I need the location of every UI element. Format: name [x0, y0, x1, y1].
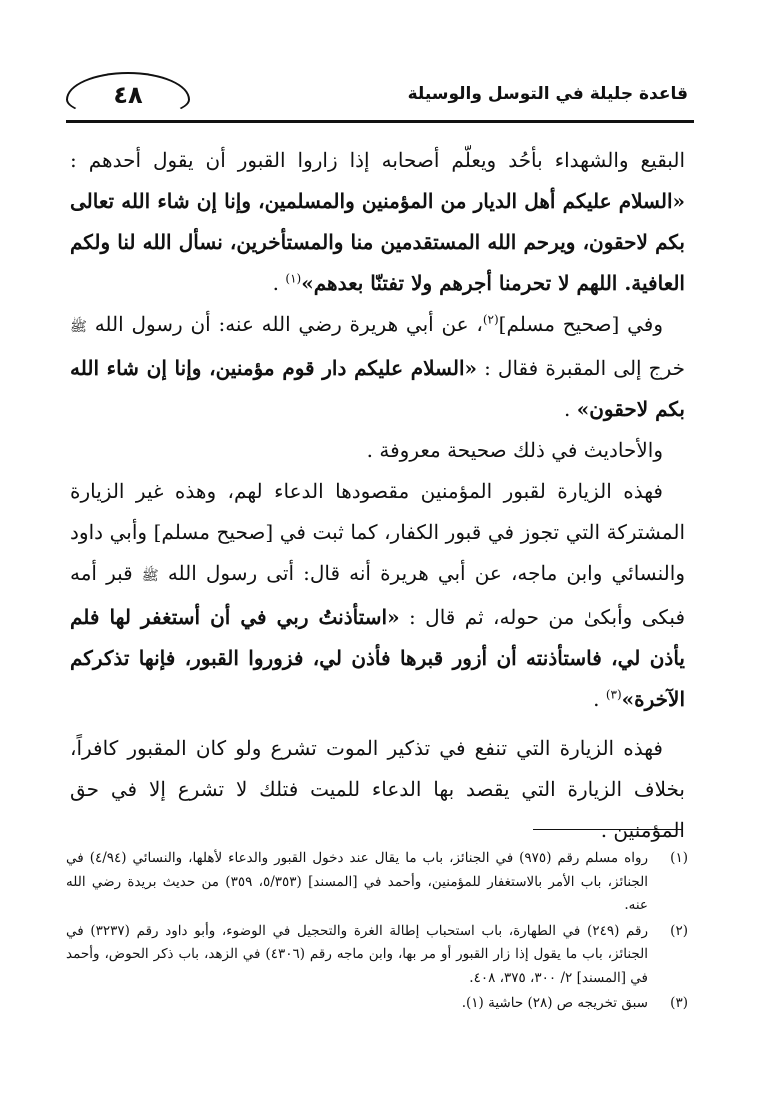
hadith-quote-3: «استأذنتُ ربي في أن أستغفر لها فلم يأذن لي، فاستأذنته أن أزور قبرها فأذن لي، فزوروا القبور، فإنها تذكركم الآخرة»	[70, 605, 685, 711]
footnote-text: سبق تخريجه ص (٢٨) حاشية (١).	[461, 995, 648, 1011]
paragraph-3: والأحاديث في ذلك صحيحة معروفة .	[366, 438, 663, 462]
page-number: ٤٨	[113, 81, 143, 109]
footnote-number: (١)	[670, 850, 688, 866]
footnote-text: رقم (٢٤٩) في الطهارة، باب استحباب إطالة الغرة والتحجيل في الوضوء، وأبو داود رقم (٣٢٣٧) في الجنائز، باب ما يقول إذا زار القبور أو مر بها، وابن ماجه رقم (٤٣٠٦) في الزهد، باب ذكر الحوض، وأحمد في [المسند] ٢/ ٣٠٠، ٣٧٥، ٤٠٨.	[66, 922, 649, 986]
paragraph-1	[70, 140, 685, 304]
paragraph-2-b: ، عن أبي هريرة رضي الله عنه: أن رسول الله	[94, 312, 483, 336]
paragraph-1-intro: البقيع والشهداء بأحُد ويعلّم أصحابه إذا زاروا القبور أن يقول أحدهم :	[70, 148, 685, 172]
hadith-quote-2: «السلام عليكم دار قوم مؤمنين، وإنا إن شاء الله بكم لاحقون»	[70, 356, 685, 421]
footnote-2	[66, 920, 688, 991]
paragraph-2	[70, 304, 685, 430]
footnote-text: رواه مسلم رقم (٩٧٥) في الجنائز، باب ما يقال عند دخول القبور والدعاء لأهلها، والنسائي (٤/٩٤) في الجنائز، باب الأمر بالاستغفار للمؤمنين، وأحمد في [المسند] (٥/٣٥٣، ٣٥٩) من حديث بريدة رضي الله عنه.	[66, 850, 648, 913]
paragraph-2-a: وفي [صحيح مسلم]	[498, 312, 663, 336]
footnote-ref-1[interactable]: (١)	[285, 271, 302, 286]
paragraph-4	[70, 471, 685, 720]
paragraph-4-b: قبر أمه فبكى وأبكىٰ من حوله، ثم قال :	[70, 561, 686, 629]
footnote-ref-3[interactable]: (٣)	[605, 687, 622, 702]
page-number-oval	[66, 72, 190, 118]
paragraph-4-end: .	[593, 687, 606, 711]
header-rule	[66, 120, 694, 123]
paragraph-2-end: .	[563, 397, 577, 421]
paragraph-1-end: .	[272, 271, 286, 295]
paragraph-4-a: فهذه الزيارة لقبور المؤمنين مقصودها الدعاء لهم، وهذه غير الزيارة المشتركة التي تجوز في قبور الكفار، كما ثبت في [صحيح مسلم] وأبي داود والنسائي وابن ماجه، عن أبي هريرة أنه قال: أتى رسول الله	[70, 479, 685, 585]
footnote-ref-2[interactable]: (٢)	[482, 312, 499, 327]
footnote-1	[66, 847, 688, 918]
paragraph-2-c: خرج إلى المقبرة فقال :	[477, 356, 685, 380]
footnote-separator	[533, 829, 683, 830]
running-title: قاعدة جليلة في التوسل والوسيلة	[407, 84, 688, 104]
salla-glyph: ﷺ	[141, 568, 159, 584]
footnotes	[66, 847, 688, 1018]
hadith-quote-1: «السلام عليكم أهل الديار من المؤمنين والمسلمين، وإنا إن شاء الله تعالى بكم لاحقون، ويرحم الله المستقدمين منا والمستأخرين، نسأل الله لنا ولكم العافية. اللهم لا تحرمنا أجرهم ولا تفتنّا بعدهم»	[70, 189, 685, 295]
main-text	[70, 140, 685, 851]
paragraph-5: فهذه الزيارة التي تنفع في تذكير الموت تشرع ولو كان المقبور كافراً، بخلاف الزيارة التي يقصد بها الدعاء للميت فتلك لا تشرع إلا في حق المؤمنين .	[70, 736, 685, 842]
footnote-3	[66, 992, 688, 1016]
salla-glyph: ﷺ	[70, 319, 87, 335]
footnote-number: (٢)	[670, 922, 688, 939]
footnote-number: (٣)	[670, 995, 688, 1011]
page-header	[66, 66, 694, 126]
